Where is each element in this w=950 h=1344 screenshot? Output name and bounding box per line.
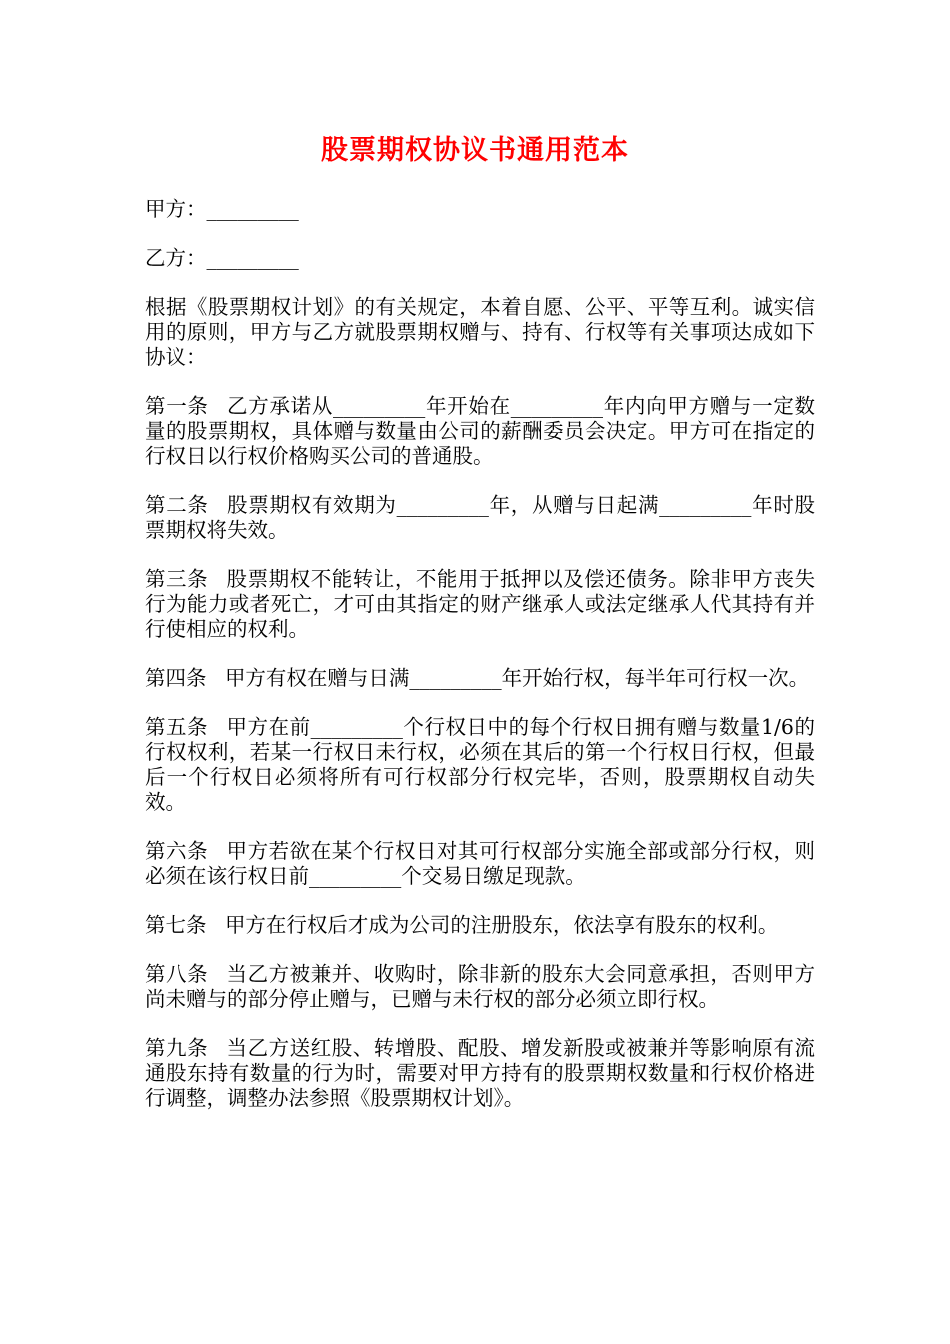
party-b-line: 乙方：_________: [145, 246, 299, 270]
article-text: 甲方在前_________个行权日中的每个行权日拥有赠与数量1/6的行权权利，若某一行权日未行权，必须在其后的第一个行权日行权，但最后一个行权日必须将所有可行权部分行权完毕，否则，股票期权自动失效。: [145, 715, 815, 814]
article-7: [145, 913, 815, 938]
document-title: 股票期权协议书通用范本: [321, 135, 629, 166]
article-2: [145, 493, 815, 543]
preamble-paragraph: 根据《股票期权计划》的有关规定，本着自愿、公平、平等互利。诚实信用的原则，甲方与乙方就股票期权赠与、持有、行权等有关事项达成如下协议：: [145, 295, 815, 369]
article-text: 当乙方被兼并、收购时，除非新的股东大会同意承担，否则甲方尚未赠与的部分停止赠与，已赠与未行权的部分必须立即行权。: [145, 962, 816, 1011]
article-label: 第二条: [145, 493, 209, 517]
article-text: 甲方有权在赠与日满_________年开始行权，每半年可行权一次。: [224, 666, 810, 690]
article-text: 股票期权有效期为_________年，从赠与日起满_________年时股票期权将失效。: [145, 493, 816, 542]
article-label: 第九条: [145, 1036, 209, 1060]
article-text: 甲方若欲在某个行权日对其可行权部分实施全部或部分行权，则必须在该行权日前_________个交易日缴足现款。: [145, 839, 816, 888]
article-label: 第三条: [145, 567, 209, 591]
article-8: [145, 962, 815, 1012]
article-label: 第八条: [145, 962, 209, 986]
article-text: 股票期权不能转让，不能用于抵押以及偿还债务。除非甲方丧失行为能力或者死亡，才可由其指定的财产继承人或法定继承人代其持有并行使相应的权利。: [145, 567, 816, 641]
article-6: [145, 839, 815, 889]
article-label: 第一条: [145, 394, 209, 418]
article-label: 第五条: [145, 715, 209, 739]
article-3: [145, 567, 815, 642]
article-label: 第四条: [145, 666, 207, 690]
article-5: [145, 715, 815, 815]
article-text: 乙方承诺从_________年开始在_________年内向甲方赠与一定数量的股票期权，具体赠与数量由公司的薪酬委员会决定。甲方可在指定的行权日以行权价格购买公司的普通股。: [145, 394, 816, 468]
article-text: 甲方在行权后才成为公司的注册股东，依法享有股东的权利。: [224, 913, 779, 937]
document-body: [145, 197, 815, 1135]
party-a-line: 甲方：_________: [145, 197, 299, 221]
article-4: [145, 666, 815, 691]
article-label: 第七条: [145, 913, 207, 937]
article-text: 当乙方送红股、转增股、配股、增发新股或被兼并等影响原有流通股东持有数量的行为时，需要对甲方持有的股票期权数量和行权价格进行调整，调整办法参照《股票期权计划》。: [145, 1036, 816, 1110]
article-1: [145, 394, 815, 469]
article-label: 第六条: [145, 839, 209, 863]
article-9: [145, 1036, 815, 1111]
